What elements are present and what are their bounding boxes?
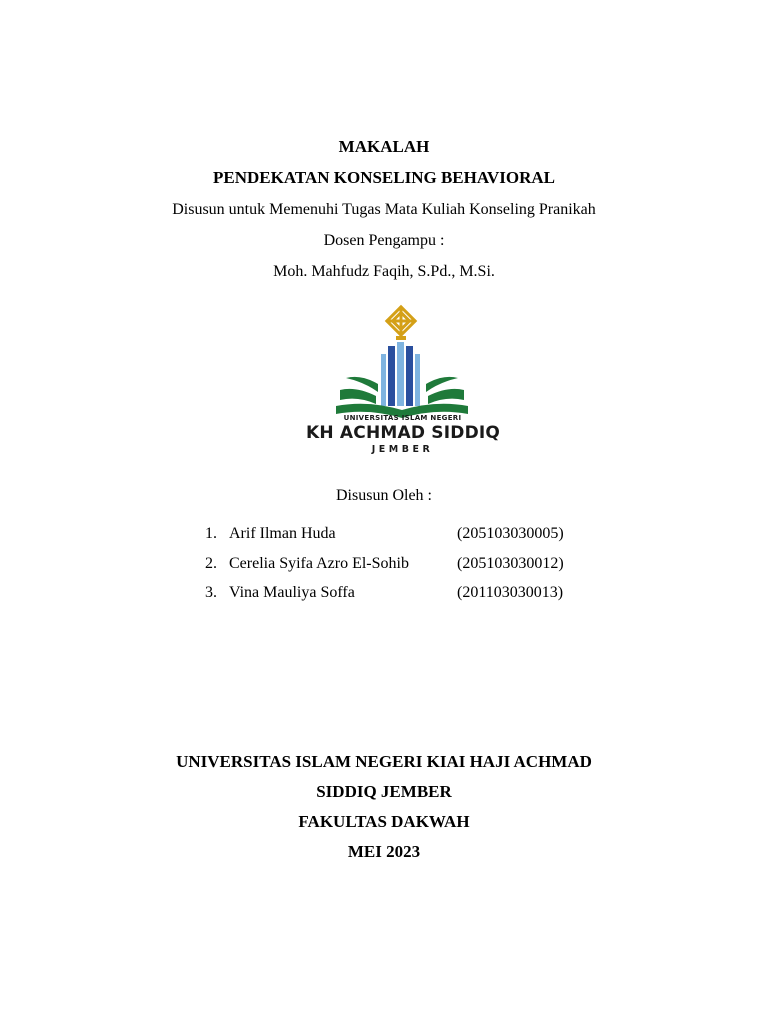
- document-type: MAKALAH: [338, 137, 430, 156]
- author-name: Arif Ilman Huda: [229, 525, 336, 542]
- lecturer-name: Moh. Mahfudz Faqih, S.Pd., M.Si.: [273, 263, 495, 280]
- author-number: 1.: [205, 525, 217, 542]
- author-id: (201103030013): [457, 584, 564, 601]
- logo-text-line3: JEMBER: [371, 444, 434, 455]
- author-number: 3.: [205, 584, 217, 601]
- lecturer-label: Dosen Pengampu :: [323, 232, 445, 249]
- university-name-line1: UNIVERSITAS ISLAM NEGERI KIAI HAJI ACHMAD: [176, 752, 592, 771]
- author-id: (205103030005): [457, 525, 564, 542]
- logo-text-line1: UNIVERSITAS ISLAM NEGERI: [343, 414, 462, 422]
- authors-label: Disusun Oleh :: [336, 487, 432, 504]
- document-title: PENDEKATAN KONSELING BEHAVIORAL: [213, 168, 555, 187]
- author-number: 2.: [205, 555, 217, 572]
- university-name-line2: SIDDIQ JEMBER: [316, 782, 452, 801]
- author-name: Cerelia Syifa Azro El-Sohib: [229, 555, 409, 572]
- document-purpose: Disusun untuk Memenuhi Tugas Mata Kuliah Konseling Pranikah: [172, 201, 596, 218]
- logo-text-line2: KH ACHMAD SIDDIQ: [306, 423, 501, 443]
- document-date: MEI 2023: [347, 842, 421, 861]
- faculty-name: FAKULTAS DAKWAH: [298, 812, 470, 831]
- university-logo: [306, 292, 499, 473]
- author-name: Vina Mauliya Soffa: [229, 584, 355, 601]
- author-id: (205103030012): [457, 555, 564, 572]
